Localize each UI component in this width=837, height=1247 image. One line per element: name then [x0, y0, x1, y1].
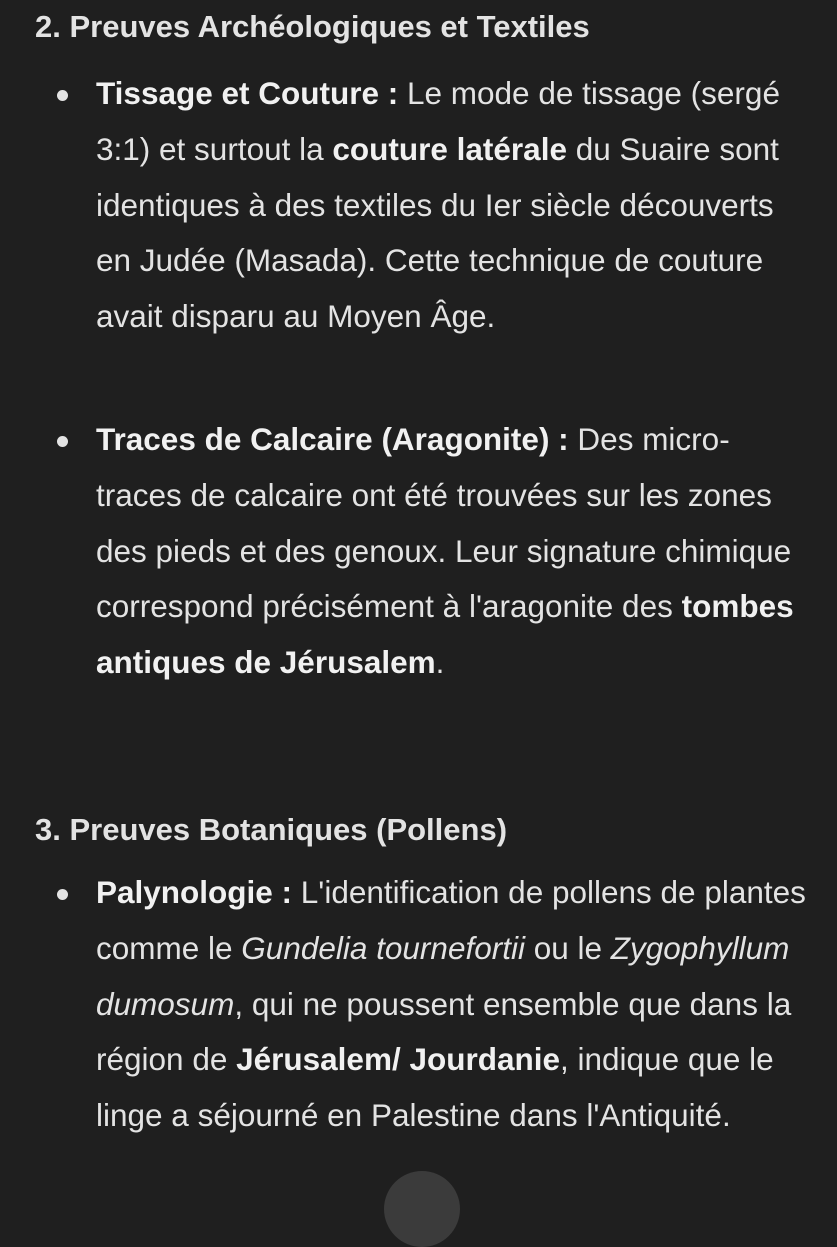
list-item-title: Tissage et Couture : [96, 75, 399, 111]
species-name: Zygophyllum dumosum [96, 929, 790, 1022]
bold-term: Jérusalem/ Jourdanie [236, 1041, 560, 1078]
text-run: du Suaire sont identiques à des textiles du Ier siècle découverts en Judée (Masada). Cette technique de couture avait disparu au Moyen Âge. [96, 130, 779, 335]
text-run: , indique que le linge a séjourné en Palestine dans l'Antiquité. [96, 1041, 774, 1134]
list-item-text [96, 865, 806, 1144]
bullet-icon [57, 436, 68, 447]
scroll-down-button[interactable] [384, 1171, 460, 1247]
section-heading-archeologiques: 2. Preuves Archéologiques et Textiles [35, 9, 590, 44]
text-run: Des micro-traces de calcaire ont été trouvées sur les zones des pieds et des genoux. Leur signature chimique correspond précisément à l'aragonite des [96, 421, 792, 625]
text-run: ou le [524, 929, 611, 966]
species-name: Gundelia tournefortii [241, 929, 525, 966]
text-run: L'identification de pollens de plantes comme le [96, 874, 806, 966]
bold-term: tombes antiques de Jérusalem [96, 588, 794, 681]
text-run: Le mode de tissage (sergé 3:1) et surtout la [96, 75, 780, 167]
list-item-text [96, 412, 806, 691]
text-run: , qui ne poussent ensemble que dans la région de [96, 985, 792, 1078]
bold-term: couture latérale [332, 130, 567, 167]
list-item-text [96, 66, 806, 345]
bullet-icon [57, 90, 68, 101]
text-run: . [435, 644, 445, 681]
list-item-title: Palynologie : [96, 874, 293, 910]
list-item-title: Traces de Calcaire (Aragonite) : [96, 421, 569, 457]
section-heading-botaniques: 3. Preuves Botaniques (Pollens) [35, 812, 508, 847]
bullet-icon [57, 889, 68, 900]
